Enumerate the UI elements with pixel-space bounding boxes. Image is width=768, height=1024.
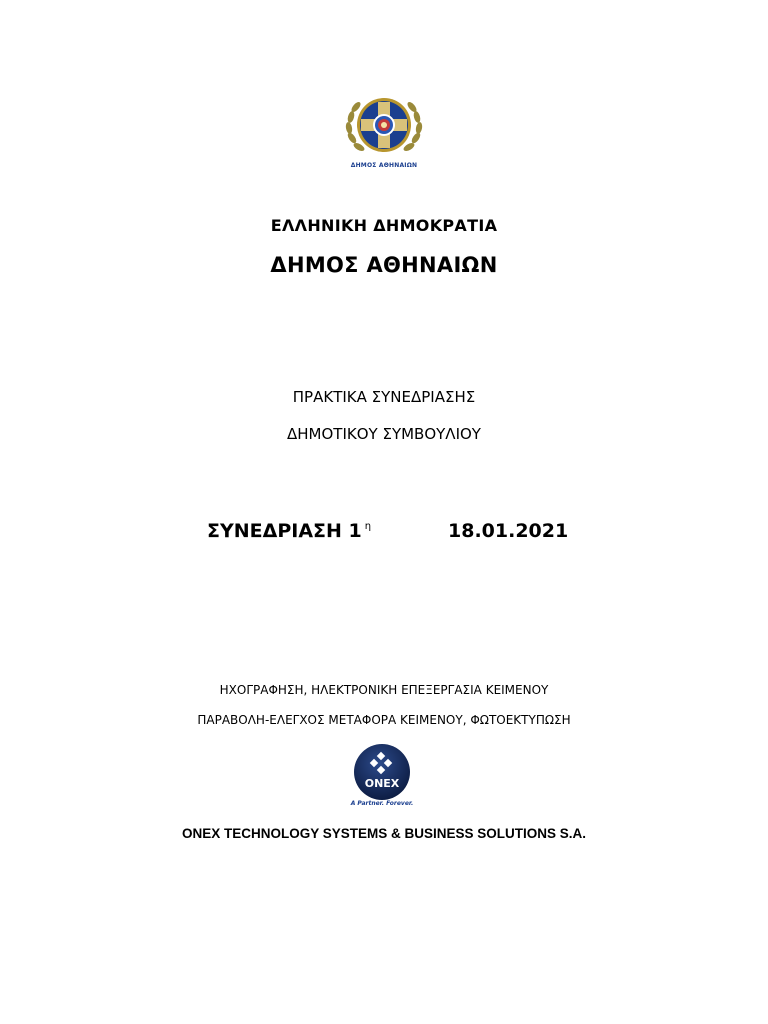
document-title-line-1: ΠΡΑΚΤΙΚΑ ΣΥΝΕΔΡΙΑΣΗΣ xyxy=(292,388,476,406)
republic-heading: ΕΛΛΗΝΙΚΗ ΔΗΜΟΚΡΑΤΙΑ xyxy=(270,216,498,235)
session-ordinal-suffix: η xyxy=(364,521,372,532)
document-title-line-2: ΔΗΜΟΤΙΚΟΥ ΣΥΜΒΟΥΛΙΟΥ xyxy=(287,425,481,443)
session-number xyxy=(207,520,371,542)
services-line-2: ΠΑΡΑΒΟΛΗ-ΕΛΕΓΧΟΣ ΜΕΤΑΦΟΡΑ ΚΕΙΜΕΝΟΥ, ΦΩΤΟΕΚΤΥΠΩΣΗ xyxy=(197,713,571,727)
onex-logo-text: ONEX xyxy=(364,777,400,790)
session-label-text: ΣΥΝΕΔΡΙΑΣΗ 1 xyxy=(207,520,362,542)
athens-seal-icon xyxy=(343,94,425,158)
services-line-1: ΗΧΟΓΡΑΦΗΣΗ, ΗΛΕΚΤΡΟΝΙΚΗ ΕΠΕΞΕΡΓΑΣΙΑ ΚΕΙΜΕΝΟΥ xyxy=(219,683,549,697)
session-info xyxy=(0,520,768,548)
session-date: 18.01.2021 xyxy=(448,520,569,542)
municipality-heading: ΔΗΜΟΣ ΑΘΗΝΑΙΩΝ xyxy=(270,253,498,277)
company-name: ONEX TECHNOLOGY SYSTEMS & BUSINESS SOLUTIONS S.A. xyxy=(181,826,587,841)
onex-logo-icon xyxy=(349,743,415,805)
onex-tagline: A Partner. Forever. xyxy=(350,800,414,807)
seal-caption: ΔΗΜΟΣ ΑΘΗΝΑΙΩΝ xyxy=(350,162,418,169)
